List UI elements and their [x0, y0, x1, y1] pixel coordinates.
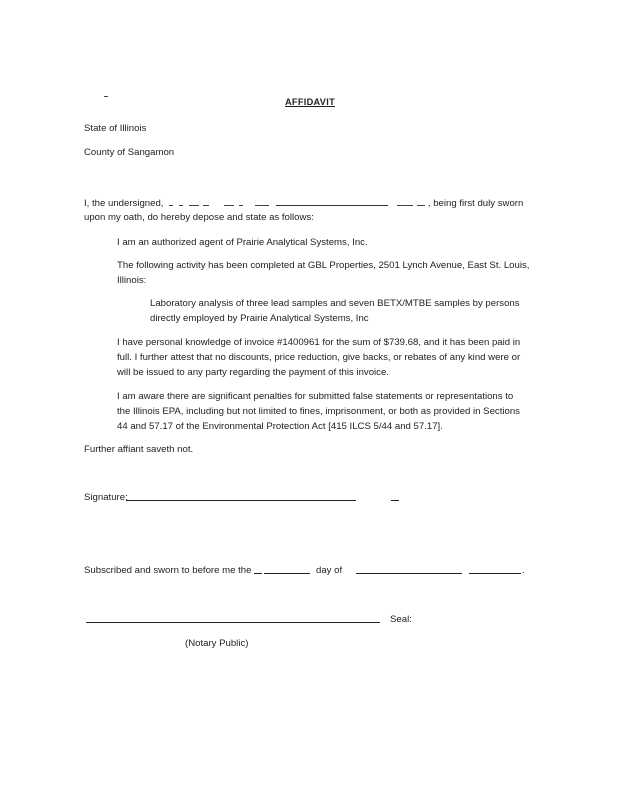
signature-dash [391, 500, 399, 501]
blank-1 [169, 195, 173, 206]
blank-9 [417, 195, 425, 206]
activity-description-line-1: Laboratory analysis of three lead samples and seven BETX/MTBE samples by persons [150, 298, 520, 309]
paragraph-invoice-line-1: I have personal knowledge of invoice #1400961 for the sum of $739.68, and it has been paid in [117, 337, 521, 348]
paragraph-activity-line-1: The following activity has been completed at GBL Properties, 2501 Lynch Avenue, East St. Louis, [117, 260, 530, 271]
intro-line-1 [84, 195, 523, 211]
blank-8 [397, 195, 413, 206]
blank-5 [224, 195, 234, 206]
sworn-day-text: day of [316, 565, 343, 576]
county-line: County of Sangamon [84, 147, 175, 158]
blank-4 [203, 195, 209, 206]
state-line: State of Illinois [84, 123, 147, 134]
notary-signature-line[interactable] [86, 622, 380, 623]
document-title: AFFIDAVIT [285, 97, 335, 107]
blank-2 [179, 195, 183, 206]
paragraph-authorized-agent: I am an authorized agent of Prairie Analytical Systems, Inc. [117, 237, 368, 248]
intro-line-2: upon my oath, do hereby depose and state as follows: [84, 212, 314, 223]
paragraph-penalties-line-3: 44 and 57.17 of the Environmental Protection Act [415 ILCS 5/44 and 57.17]. [117, 421, 443, 432]
intro-end-text: , being first duly sworn [427, 198, 524, 209]
signature-line[interactable] [126, 500, 356, 501]
paragraph-invoice-line-2: full. I further attest that no discounts, price reduction, give backs, or rebates of any kind were or [117, 352, 521, 363]
signature-label: Signature: [84, 492, 128, 503]
day-blank-a[interactable] [254, 573, 262, 574]
period-mark: . [522, 565, 525, 576]
month-blank[interactable] [356, 573, 462, 574]
closing-statement: Further affiant saveth not. [84, 444, 194, 455]
year-blank[interactable] [469, 573, 521, 574]
intro-start-text: I, the undersigned, [84, 198, 164, 209]
day-blank-b[interactable] [264, 573, 310, 574]
paragraph-penalties-line-1: I am aware there are significant penalties for submitted false statements or representations to [117, 391, 514, 402]
seal-label: Seal: [390, 614, 412, 625]
stray-mark [104, 96, 108, 97]
blank-3 [189, 195, 199, 206]
sworn-start-text: Subscribed and sworn to before me the [84, 565, 252, 576]
paragraph-invoice-line-3: will be issued to any party regarding the payment of this invoice. [117, 367, 389, 378]
paragraph-penalties-line-2: the Illinois EPA, including but not limited to fines, imprisonment, or both as provided in Sections [117, 406, 520, 417]
name-blank-line[interactable] [276, 195, 388, 206]
blank-7 [255, 195, 269, 206]
activity-description-line-2: directly employed by Prairie Analytical Systems, Inc [150, 313, 369, 324]
blank-6 [239, 195, 243, 206]
notary-public-label: (Notary Public) [185, 638, 249, 649]
paragraph-activity-line-2: Illinois: [117, 275, 147, 286]
